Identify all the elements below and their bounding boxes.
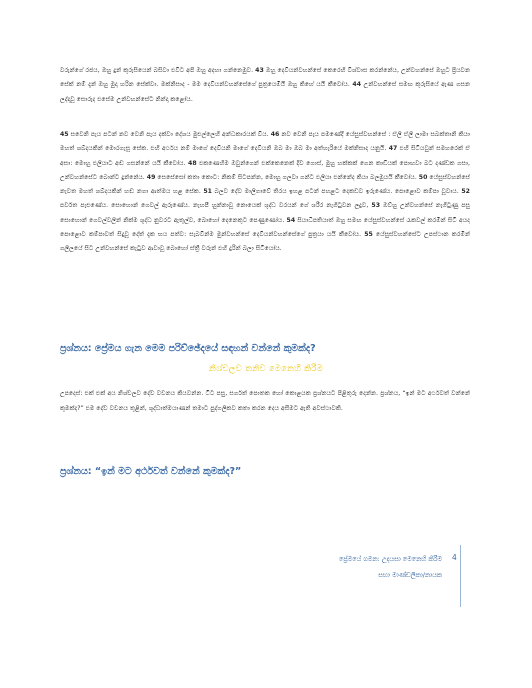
footer-divider — [460, 545, 461, 607]
passage-paragraph-1 — [60, 64, 470, 107]
passage-text: ඔව්හු උන්වහන්සේ නැගිටුණු පසු සොහොන් ගෙවල්වලින් නික්ම ශුද්ධ නුවරට ඇතුල්ව, බොහෝ දෙනෙකුට පෙණුණෝය. — [60, 202, 470, 224]
passage-paragraph-2 — [60, 128, 470, 257]
verse-number: 49 — [146, 173, 156, 181]
question-heading-1 — [60, 343, 316, 354]
passage-text: ඔහු දෙවියන්වහන්සේ කෙරෙහි විශ්වාස කරන්නේය, උන්වහන්සේ ඔහුට ප්‍රියවන සේක් නම් දැන් ඔහු මුදා හරින සේක්වා. මක්නිසාද - මම දෙවියන්වහන්සේගේ පුත්‍රයෙමියි ඔහු කිහේ යයි කීවෝය. — [60, 67, 470, 89]
question-text: ප්‍රේමය ගැන මෙම පරිච්ඡේදයේ සඳහන් වන්නේ කුමක්ද? — [91, 343, 316, 354]
passage-text: උපදෙස්: එක් එක් අය නිශ්චලව දේව වචනය කියවන්න. ටිට පසු, සර්ගත් පොතක හෝ කොළයක ප්‍රශ්නයට පිළිතුරු දෙන්න. ප්‍රශ්නය, “ඉන් මට අර්ථවත් වන්නේ කුමක්ද?” එම දේව වචනය තුළින්, ශුද්ධාත්මයාණන් තමාට පුද්ගලිකව කතා කරන දෙය අසීමට ඇති අවස්ථාවකි. — [60, 390, 470, 412]
passage-text: එහි සිටියවුන් සමහරෙක් ඒ අසා: මොහු එලියාට අඬ ගසන්නේ යයි කීවෝය. — [60, 145, 470, 167]
verse-number: 44 — [352, 81, 362, 89]
passage-text: යේසුස්වහන්සේ නැවත මහත් ශබ්දයකින් හඬ නගා ආත්මය හළ සේක. — [60, 173, 470, 196]
verse-number: 50 — [418, 173, 428, 181]
passage-text: පර්වත පැළුණේය. සොහොන් ගෙවල් ඇරුණේය. නැහපී හුන්නාවූ නොයෙක් ශුද්ධ වරයන් ගේ ශරීර නැගිටුවන ලදුව, — [60, 202, 372, 210]
question-label: ප්‍රශ්නය: — [60, 343, 92, 354]
passage-text: බලව දේව මාලිගාවේ තිරය ඉහළ පටන් පහළට දෙකඩව ඉරුණේය. පොළොව කම්පා වූවාය. — [211, 188, 462, 196]
verse-number: 46 — [270, 131, 280, 138]
verse-number: 45 — [60, 131, 69, 138]
passage-text: සෙසේසෝ කතා කොට: නිකම් සිටපන්න, මොහු ගලවා ගන්ට එලියා එන්නේද කියා බලමුයයි කීවෝය. — [155, 173, 419, 181]
page-number: 4 — [452, 553, 457, 562]
verse-number: 47 — [388, 145, 398, 153]
passage-text: යේසුස්වහන්සේට උපස්ථාන කරමින් ගලීලයේ සිට උන්වහන්සේ කැටුව ආවාවූ බොහෝ ස්ත්‍රී වරුන් එහි දුරින් බලා සිටියෝය. — [60, 231, 470, 253]
question-heading-2 — [60, 466, 241, 477]
instruction-paragraph — [60, 387, 470, 416]
verse-number: 55 — [364, 231, 373, 239]
verse-number: 54 — [286, 216, 296, 224]
footer-title: ප්‍රේමයේ ගමන: උදයසා මෙනෙහි කිරීම — [338, 555, 442, 563]
passage-text: එකණෙහිම ඔවුන්ගෙන් එක්කෙනෙක් දිව ගොස්, මුහු හක්කක් ගෙන කාඩියක් පොඟවා බට දණ්ඩක ගසා, උන්වහන්සේට බොන්ට දුන්නේය. — [60, 159, 471, 181]
passage-text: උන්වහන්සේ සමඟ කුරුසියේ ඇණ ගසන ලද්දාවූ සොරුද එසේම උන්වහන්සේට නින්දා කළෝය. — [60, 81, 470, 103]
passage-text: වරුන්ගේ රජය, ඔහු දුන් කුරුසියෙන් බසිවා එවිට අපි ඔහු අදහා ගන්නෙමුව. — [60, 67, 256, 74]
section-subtitle: නිශ්චලව තනිව මෙනෙහි කිරීම — [208, 364, 324, 374]
verse-number: 48 — [188, 159, 197, 167]
footer-subtitle: සභා මාණ්ඩලිකා/නායක — [378, 571, 442, 579]
verse-number: 52 — [461, 188, 470, 196]
passage-text: නව වෙනි පැය පමණේදී යේසුස්වහන්සේ : ඒලී ඒලී ලාමා සබක්තානි කියා මහත් ශබ්දයකින් මොරගැසූ සේක. එහි අර්ථය නම් මාගේ දෙවියනි මාගේ දෙවියනි ඔබ මා ඔබ මා අත්හැරියේ මක්නිසාද යනුයි. — [60, 131, 470, 153]
verse-number: 43 — [255, 67, 264, 74]
question-text: “ඉන් මට අර්ථවත් වන්නේ කුමක්ද?” — [91, 466, 242, 477]
passage-text: සවෙනි පැය පටන් නව වෙනි පැය දක්වා දේශය මුළුල්ලෙහි අන්ධකාරයක් විය. — [68, 131, 271, 138]
passage-text: සියාධිපතියාත් ඔහු සමඟ යේසුස්වහන්සේ රැකවල් කරමින් සිටි අයද පොළොව කම්පාවත් සිදුවූ දේත් දැක භය පත්ව: සැබවින්ම මුන්වහන්සේ දෙවියන්වහන්සේගේ පුත්‍රයා යයි කීවෝය. — [60, 216, 471, 239]
verse-number: 53 — [371, 202, 381, 210]
question-label: ප්‍රශ්නය: — [60, 466, 92, 477]
verse-number: 51 — [203, 188, 212, 196]
